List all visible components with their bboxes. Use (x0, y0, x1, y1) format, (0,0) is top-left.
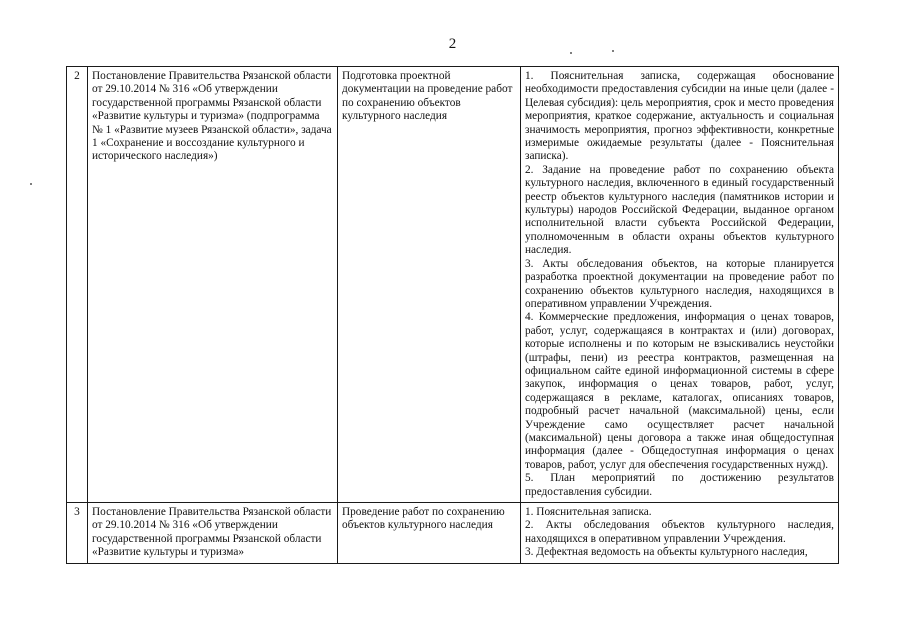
document-item: 1. Пояснительная записка. (525, 506, 652, 518)
table-row (67, 503, 839, 564)
document-item: 4. Коммерческие предложения, информация о ценах товаров, работ, услуг, содержащаяся в контрактах и (или) договорах, которые исполнены и по которым не взыскивались неустойки (штрафы, пени) из реестра контрактов, размещенная на официальном сайте единой информационной системы в сфере закупок, информация о ценах товаров, работ, услуг, содержащаяся в рекламе, каталогах, описаниях товаров, подробный расчет начальной (максимальной) цены, если Учреждение само осуществляет расчет начальной (максимальной) цены договора а также иная общедоступная информация (далее - Общедоступная информация о ценах товаров, работ, услуг для обеспечения государственных нужд). (525, 311, 834, 471)
row-number: 3 (67, 503, 88, 564)
document-item: 2. Задание на проведение работ по сохранению объекта культурного наследия, включенного в единый государственный реестр объектов культурного наследия (памятников истории и культуры) народов Российской Федерации, выданное органом исполнительной власти субъекта Российской Федерации, уполномоченным в области охраны объектов культурного наследия. (525, 163, 834, 257)
document-item: 1. Пояснительная записка, содержащая обоснование необходимости предоставления субсидии на иные цели (далее - Целевая субсидия): цель мероприятия, срок и место проведения мероприятия, краткое содержание, актуальность и социальная значимость мероприятия, прогноз эффективности, конкретные измеримые ожидаемые результаты (далее - Пояснительная записка). (525, 70, 834, 163)
subsidy-purpose-cell: Проведение работ по сохранению объектов культурного наследия (338, 503, 521, 564)
required-documents-cell (521, 67, 839, 503)
documents-table (66, 66, 839, 564)
subsidy-purpose-cell: Подготовка проектной документации на проведение работ по сохранению объектов культурного наследия (338, 67, 521, 503)
row-number: 2 (67, 67, 88, 503)
page-number: 2 (448, 36, 457, 52)
legal-basis-cell: Постановление Правительства Рязанской области от 29.10.2014 № 316 «Об утверждении государственной программы Рязанской области «Развитие культуры и туризма» (88, 503, 338, 564)
document-item: 3. Акты обследования объектов, на которые планируется разработка проектной документации на проведение работ по сохранению объектов культурного наследия, находящихся в оперативном управлении Учреждения. (525, 257, 834, 310)
document-item: 5. План мероприятий по достижению результатов предоставления субсидии. (525, 472, 834, 498)
legal-basis-cell: Постановление Правительства Рязанской области от 29.10.2014 № 316 «Об утверждении государственной программы Рязанской области «Развитие культуры и туризма» (подпрограмма № 1 «Развитие музеев Рязанской области», задача 1 «Сохранение и воссоздание культурного и исторического наследия») (88, 67, 338, 503)
table-row (67, 67, 839, 503)
document-item: 2. Акты обследования объектов культурного наследия, находящихся в оперативном управлении Учреждения. (525, 519, 834, 545)
required-documents-cell (521, 503, 839, 564)
scan-speck (612, 50, 614, 52)
scan-speck (570, 52, 572, 54)
document-item: 3. Дефектная ведомость на объекты культурного наследия, (525, 546, 808, 559)
scan-speck (30, 183, 32, 185)
